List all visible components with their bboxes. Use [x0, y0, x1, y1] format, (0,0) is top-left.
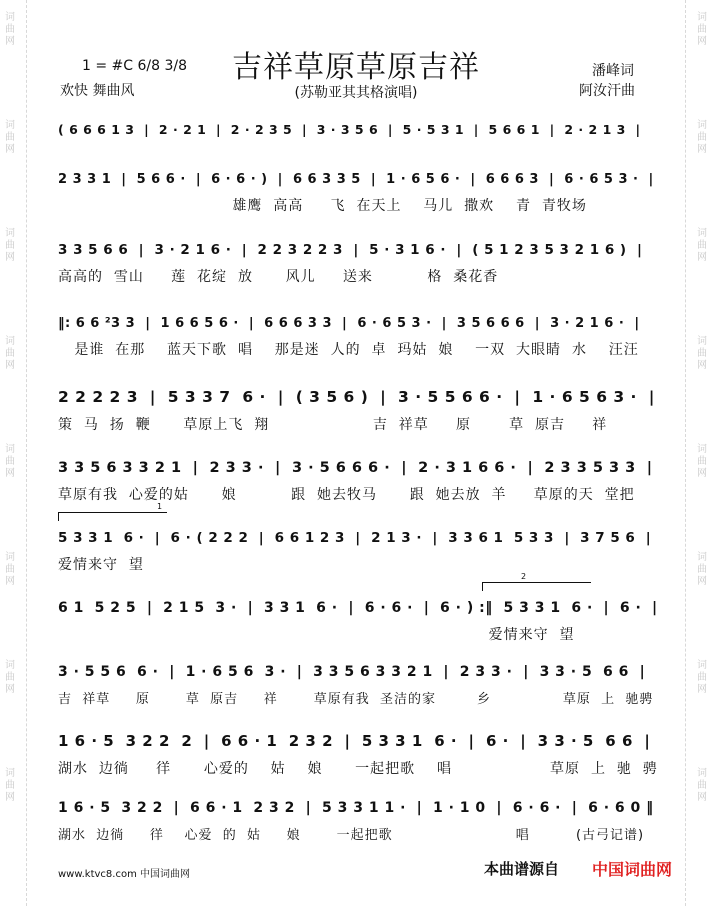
lyricist-credit: 潘峰词	[592, 63, 634, 79]
watermark-left: 词曲网	[5, 660, 15, 695]
volta-label: 1	[157, 502, 163, 511]
footer-brand-logo[interactable]: 中国词曲网	[592, 860, 673, 879]
score-row-5	[58, 388, 658, 434]
watermark-left: 词曲网	[5, 444, 15, 479]
watermark-left: 词曲网	[5, 552, 15, 587]
notation-line: ( 6 6 6 1 3 | 2 · 2 1 | 2 · 2 3 5 | 3 · 3 5 6 | 5 · 5 3 1 | 5 6 6 1 | 2 · 2 1 3 |	[58, 122, 641, 137]
score-row-3	[58, 242, 658, 286]
score-row-11	[58, 800, 658, 843]
score-row-10	[58, 732, 658, 778]
watermark-left: 词曲网	[5, 768, 15, 803]
notation-line: 1 6 · 5 3 2 2 2 | 6 6 · 1 2 3 2 | 5 3 3 1 6 · | 6 · | 3 3 · 5 6 6 |	[58, 732, 651, 750]
watermark-right: 词曲网	[697, 444, 707, 479]
score-row-6	[58, 460, 658, 504]
lyrics-line: 策 马 扬 鞭 草原上飞 翔 吉 祥草 原 草 原吉 祥	[58, 417, 608, 433]
key-signature: 1 = #C 6/8 3/8	[82, 58, 188, 74]
lyrics-line: 高高的 雪山 莲 花绽 放 风儿 送来 格 桑花香	[58, 269, 499, 285]
watermark-left: 词曲网	[5, 120, 15, 155]
score-row-4	[58, 316, 658, 359]
lyrics-line: 爱情来守 望	[58, 557, 144, 573]
notation-line: 3 3 5 6 6 | 3 · 2 1 6 · | 2 2 3 2 2 3 | 5 · 3 1 6 · | ( 5 1 2 3 5 3 2 1 6 ) |	[58, 242, 643, 258]
notation-line: 1 6 · 5 3 2 2 | 6 6 · 1 2 3 2 | 5 3 3 1 1 · | 1 · 1 0 | 6 · 6 · | 6 · 6 0 ‖	[58, 800, 654, 816]
watermark-right: 词曲网	[697, 12, 707, 47]
notation-line: 5 3 3 1 6 · | 6 · ( 2 2 2 | 6 6 1 2 3 | 2 1 3 · | 3 3 6 1 5 3 3 | 3 7 5 6 |	[58, 530, 652, 546]
lyrics-line: 雄鹰 高高 飞 在天上 马儿 撒欢 青 青牧场	[58, 198, 587, 214]
footer-site-link[interactable]: www.ktvc8.com 中国词曲网	[58, 869, 191, 880]
score-row-8	[58, 600, 658, 644]
lyrics-line: 湖水 边徜 徉 心爱的 姑 娘 一起把歌 唱 草原 上 驰 骋	[58, 761, 658, 777]
lyrics-line: 是谁 在那 蓝天下歌 唱 那是迷 人的 卓 玛姑 娘 一双 大眼睛 水 汪汪	[58, 342, 639, 358]
score-row-7	[58, 530, 658, 574]
lyrics-line: 爱情来守 望	[58, 627, 575, 643]
notation-line: 3 · 5 5 6 6 · | 1 · 6 5 6 3 · | 3 3 5 6 3 3 2 1 | 2 3 3 · | 3 3 · 5 6 6 |	[58, 664, 646, 680]
watermark-right: 词曲网	[697, 768, 707, 803]
watermark-right: 词曲网	[697, 336, 707, 371]
first-ending-bracket	[58, 502, 167, 521]
watermark-right: 词曲网	[697, 228, 707, 263]
watermark-left: 词曲网	[5, 228, 15, 263]
score-row-2	[58, 172, 658, 215]
lyrics-line: 吉 祥草 原 草 原吉 祥 草原有我 圣洁的家 乡 草原 上 驰骋	[58, 692, 654, 707]
tempo-style: 欢快 舞曲风	[60, 83, 135, 99]
lyrics-line: 湖水 边徜 徉 心爱 的 姑 娘 一起把歌 唱 (古弓记谱)	[58, 828, 645, 843]
second-ending-bracket	[482, 572, 591, 591]
lyrics-line: 草原有我 心爱的姑 娘 跟 她去牧马 跟 她去放 羊 草原的天 堂把	[58, 487, 635, 503]
score-row-9	[58, 664, 658, 707]
notation-line: 6 1 5 2 5 | 2 1 5 3 · | 3 3 1 6 · | 6 · 6 · | 6 · ) :‖ 5 3 3 1 6 · | 6 · |	[58, 600, 658, 616]
notation-line: 3 3 5 6 3 3 2 1 | 2 3 3 · | 3 · 5 6 6 6 · | 2 · 3 1 6 6 · | 2 3 3 5 3 3 |	[58, 460, 653, 476]
volta-label: 2	[521, 572, 527, 581]
score-row-1	[58, 122, 658, 145]
footer-source-label: 本曲谱源自	[484, 860, 560, 878]
watermark-left: 词曲网	[5, 336, 15, 371]
composer-credit: 阿汝汗曲	[579, 83, 635, 99]
watermark-right: 词曲网	[697, 120, 707, 155]
watermark-right: 词曲网	[697, 552, 707, 587]
notation-line: ‖: 6 6 ²3 3 | 1 6 6 5 6 · | 6 6 6 3 3 | 6 · 6 5 3 · | 3 5 6 6 6 | 3 · 2 1 6 · |	[58, 316, 640, 331]
notation-line: 2 3 3 1 | 5 6 6 · | 6 · 6 · ) | 6 6 3 3 5 | 1 · 6 5 6 · | 6 6 6 3 | 6 · 6 5 3 · |	[58, 172, 654, 187]
song-subtitle: (苏勒亚其其格演唱)	[294, 85, 418, 101]
song-title: 吉祥草原草原吉祥	[232, 50, 480, 85]
watermark-left: 词曲网	[5, 12, 15, 47]
notation-line: 2 2 2 2 3 | 5 3 3 7 6 · | ( 3 5 6 ) | 3 · 5 5 6 6 · | 1 · 6 5 6 3 · |	[58, 388, 655, 406]
watermark-right: 词曲网	[697, 660, 707, 695]
